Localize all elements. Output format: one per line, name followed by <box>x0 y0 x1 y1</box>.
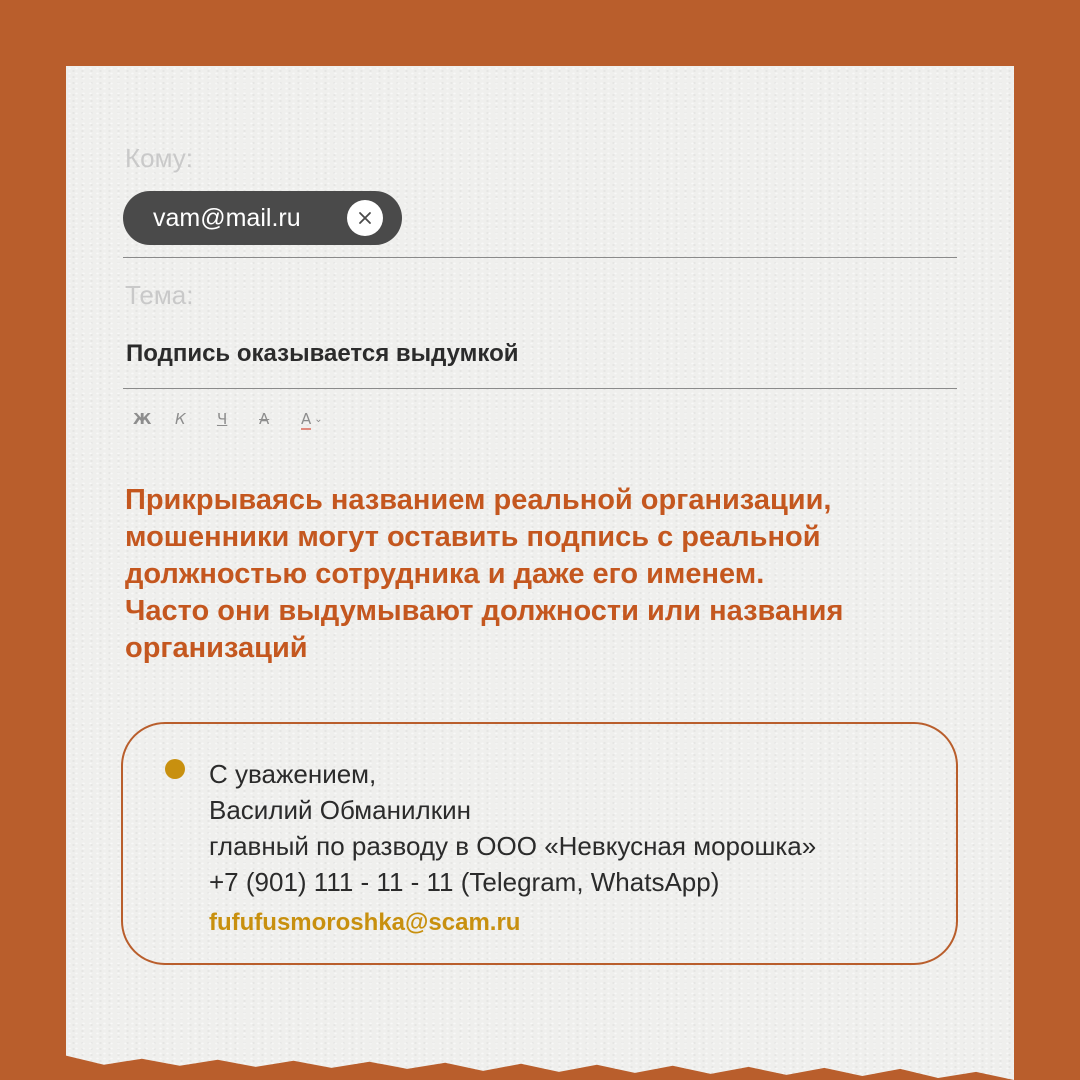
signature-position: главный по разводу в ООО «Невкусная морошка» <box>209 831 817 861</box>
subject-divider <box>123 388 957 389</box>
italic-button[interactable]: К <box>175 410 186 428</box>
recipient-chip[interactable] <box>123 191 402 245</box>
subject-field[interactable]: Подпись оказывается выдумкой <box>126 340 519 367</box>
subject-label: Тема: <box>125 280 194 310</box>
signature-greeting: С уважением, <box>209 759 377 789</box>
chevron-down-icon: ⌄ <box>314 414 323 425</box>
bullet-dot-icon <box>165 759 185 779</box>
strikethrough-button[interactable]: А <box>259 410 270 428</box>
signature-phone: +7 (901) 111 - 11 - 11 (Telegram, WhatsApp) <box>209 867 720 897</box>
remove-recipient-button[interactable] <box>347 200 383 236</box>
bold-button[interactable]: Ж <box>133 410 152 428</box>
underline-button[interactable]: Ч <box>217 410 228 428</box>
to-divider <box>123 257 957 258</box>
to-label: Кому: <box>125 143 193 173</box>
recipient-address: vam@mail.ru <box>153 204 301 232</box>
text-color-icon: А <box>301 410 312 428</box>
signature-name: Василий Обманилкин <box>209 795 471 825</box>
message-body[interactable]: Прикрываясь названием реальной организации, мошенники могут оставить подпись с реальной должностью сотрудника и даже его именем. Часто они выдумывают должности или названия организаций <box>125 484 844 664</box>
text-color-button[interactable] <box>301 410 341 428</box>
signature-email-link[interactable]: fufufusmoroshka@scam.ru <box>209 909 521 936</box>
formatting-toolbar <box>133 406 341 432</box>
close-icon <box>358 211 372 225</box>
signature-lines <box>209 756 816 900</box>
